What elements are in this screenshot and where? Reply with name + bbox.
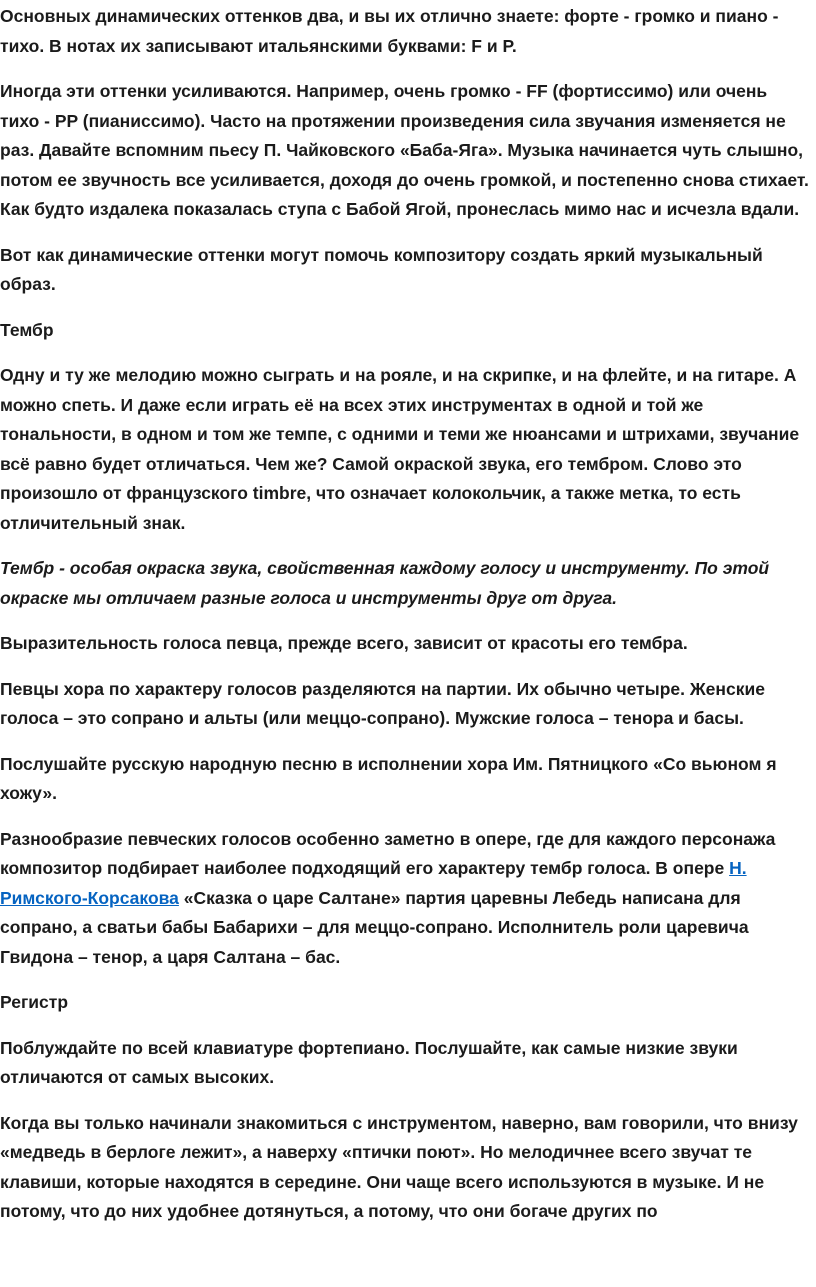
opera-text-before: Разнообразие певческих голосов особенно заметно в опере, где для каждого персонажа композитор подбирает наиболее подходящий его характеру тембр голоса. В опере [0, 828, 776, 878]
paragraph-choir-parts: Певцы хора по характеру голосов разделяются на партии. Их обычно четыре. Женские голоса – это сопрано и альты (или меццо-сопрано). Мужские голоса – тенора и басы. [0, 678, 765, 728]
rimsky-korsakov-link[interactable]: Н. Римского-Корсакова [0, 858, 747, 908]
paragraph-opera-voices [0, 825, 810, 973]
opera-text-after: «Сказка о царе Салтане» партия царевны Лебедь написана для сопрано, а сватьи бабы Бабарихи – для меццо-сопрано. Исполнитель роли царевича Гвидона – тенор, а царя Салтана – бас. [0, 887, 749, 967]
paragraph-folk-song: Послушайте русскую народную песню в исполнении хора Им. Пятницкого «Со вьюном я хожу». [0, 753, 777, 803]
paragraph-timbre-intro: Одну и ту же мелодию можно сыграть и на рояле, и на скрипке, и на флейте, и на гитаре. А можно спеть. И даже если играть её на всех этих инструментах в одной и той же тональности, в одном и том же темпе, с одними и теми же нюансами и штрихами, звучание всё равно будет отличаться. Чем же? Самой окраской звука, его тембром. Слово это произошло от французского timbre, что означает колокольчик, а также метка, то есть отличительный знак. [0, 365, 800, 533]
paragraph-singer-expressiveness: Выразительность голоса певца, прежде всего, зависит от красоты его тембра. [0, 633, 688, 653]
paragraph-dynamics-intensify: Иногда эти оттенки усиливаются. Например, очень громко - FF (фортиссимо) или очень тихо - PP (пианиссимо). Часто на протяжении произведения сила звучания изменяется не раз. Давайте вспомним пьесу П. Чайковского «Баба-Яга». Музыка начинается чуть слышно, потом ее звучность все усиливается, доходя до очень громкой, и постепенно снова стихает. Как будто издалека показалась ступа с Бабой Ягой, пронеслась мимо нас и исчезла вдали. [0, 81, 809, 219]
paragraph-dynamics-intro: Основных динамических оттенков два, и вы их отлично знаете: форте - громко и пиано - тихо. В нотах их записывают итальянскими буквами: F и P. [0, 6, 779, 56]
paragraph-register-keys: Когда вы только начинали знакомиться с инструментом, наверно, вам говорили, что внизу «медведь в берлоге лежит», а наверху «птички поют». Но мелодичнее всего звучат те клавиши, которые находятся в середине. Они чаще всего используются в музыке. И не потому, что до них удобнее дотянуться, а потому, что они богаче других по [0, 1112, 798, 1221]
paragraph-register-explore: Поблуждайте по всей клавиатуре фортепиано. Послушайте, как самые низкие звуки отличаются от самых высоких. [0, 1037, 738, 1087]
paragraph-timbre-definition: Тембр - особая окраска звука, свойственная каждому голосу и инструменту. По этой окраске мы отличаем разные голоса и инструменты друг от друга. [0, 558, 770, 608]
heading-timbre: Тембр [0, 319, 54, 340]
heading-register: Регистр [0, 992, 69, 1012]
paragraph-dynamics-image: Вот как динамические оттенки могут помочь композитору создать яркий музыкальный образ. [0, 244, 763, 294]
